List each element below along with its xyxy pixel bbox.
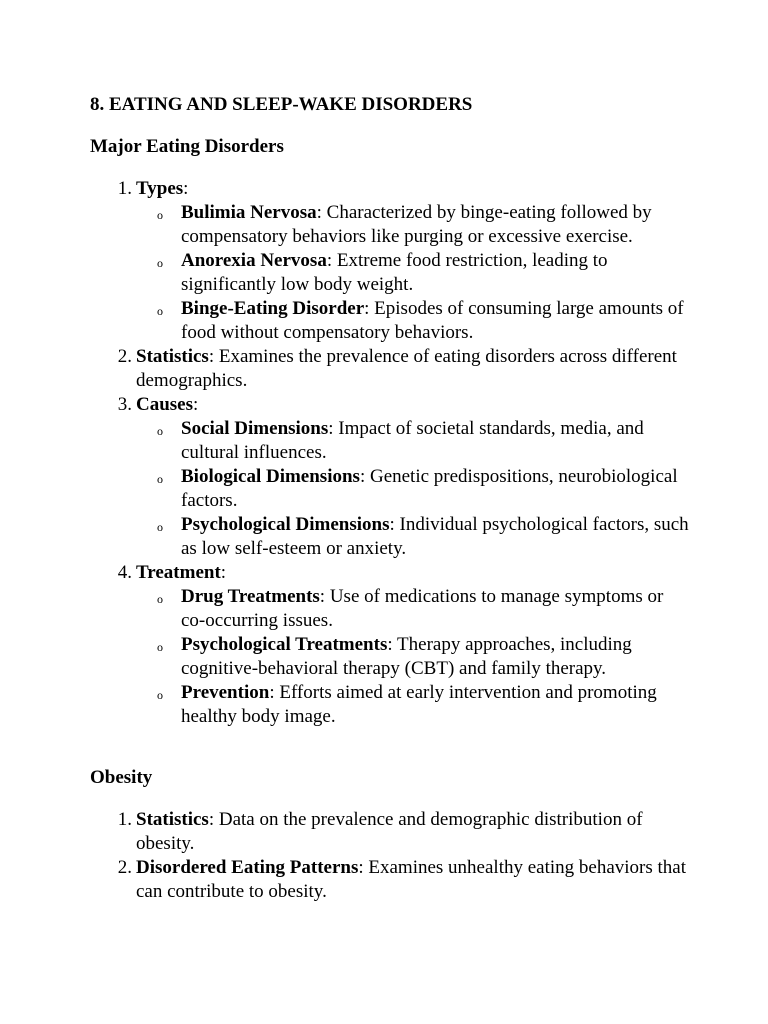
sublist-item-text: : Characterized by binge-eating followed by compensatory behaviors like purging or excessive exercise. bbox=[181, 202, 652, 247]
bullet-icon: o bbox=[157, 424, 163, 438]
sublist-item-term: Binge-Eating Disorder bbox=[181, 298, 365, 319]
sublist-item-text: : Individual psychological factors, such as low self-esteem or anxiety. bbox=[181, 514, 689, 559]
sublist-item-psychological-treatments bbox=[136, 633, 690, 681]
list-item-text: : bbox=[220, 562, 227, 583]
sublist-item-binge-eating-disorder bbox=[136, 297, 690, 345]
sublist-item-bulimia-nervosa bbox=[136, 201, 690, 249]
sublist-item-text: : Impact of societal standards, media, and cultural influences. bbox=[181, 418, 644, 463]
list-item-text: : bbox=[183, 178, 189, 199]
section-title-obesity: Obesity bbox=[90, 767, 153, 788]
bullet-icon: o bbox=[157, 640, 163, 654]
list-item-text: : Data on the prevalence and demographic distribution of obesity. bbox=[136, 809, 643, 854]
list-number: 2. bbox=[117, 346, 132, 367]
sublist-item-term: Bulimia Nervosa bbox=[181, 202, 317, 223]
sublist-item-text: : Therapy approaches, including cognitive-behavioral therapy (CBT) and family therapy. bbox=[181, 634, 632, 679]
list-number: 3. bbox=[117, 394, 132, 415]
list-item-obesity-statistics bbox=[90, 808, 690, 856]
bullet-icon: o bbox=[157, 208, 163, 222]
list-item-types bbox=[90, 177, 690, 345]
sublist-item-drug-treatments bbox=[136, 585, 690, 633]
list-item-term: Treatment bbox=[136, 562, 221, 583]
sublist-item-text: : Efforts aimed at early intervention and promoting healthy body image. bbox=[181, 682, 657, 727]
list-item-causes bbox=[90, 393, 690, 561]
list-item-text: : Examines the prevalence of eating disorders across different demographics. bbox=[136, 346, 677, 391]
sublist-item-term: Drug Treatments bbox=[181, 586, 320, 607]
list-item-text: : bbox=[193, 394, 199, 415]
bullet-icon: o bbox=[157, 472, 163, 486]
list-item-term: Statistics bbox=[136, 346, 209, 367]
types-sublist bbox=[136, 201, 690, 345]
treatment-sublist bbox=[136, 585, 690, 729]
chapter-title: 8. EATING AND SLEEP-WAKE DISORDERS bbox=[90, 94, 473, 115]
sublist-item-text: : Use of medications to manage symptoms or co-occurring issues. bbox=[181, 586, 664, 631]
list-item-statistics bbox=[90, 345, 690, 393]
sublist-item-term: Anorexia Nervosa bbox=[181, 250, 327, 271]
major-eating-disorders-list bbox=[90, 177, 690, 729]
bullet-icon: o bbox=[157, 688, 163, 702]
list-item-term: Disordered Eating Patterns bbox=[136, 857, 359, 878]
list-item-disordered-eating-patterns bbox=[90, 856, 690, 904]
list-item-treatment bbox=[90, 561, 690, 729]
list-number: 2. bbox=[117, 857, 132, 878]
bullet-icon: o bbox=[157, 256, 163, 270]
sublist-item-biological-dimensions bbox=[136, 465, 690, 513]
bullet-icon: o bbox=[157, 592, 163, 606]
list-number: 1. bbox=[117, 809, 132, 830]
sublist-item-term: Psychological Dimensions bbox=[181, 514, 390, 535]
list-item-term: Types bbox=[136, 178, 184, 199]
list-item-term: Causes bbox=[136, 394, 194, 415]
sublist-item-anorexia-nervosa bbox=[136, 249, 690, 297]
obesity-list bbox=[90, 808, 690, 904]
sublist-item-term: Psychological Treatments bbox=[181, 634, 388, 655]
sublist-item-term: Prevention bbox=[181, 682, 270, 703]
sublist-item-psychological-dimensions bbox=[136, 513, 690, 561]
sublist-item-text: : Extreme food restriction, leading to significantly low body weight. bbox=[181, 250, 608, 295]
list-item-term: Statistics bbox=[136, 809, 209, 830]
bullet-icon: o bbox=[157, 304, 163, 318]
sublist-item-term: Biological Dimensions bbox=[181, 466, 360, 487]
causes-sublist bbox=[136, 417, 690, 561]
list-number: 4. bbox=[117, 562, 132, 583]
sublist-item-term: Social Dimensions bbox=[181, 418, 329, 439]
sublist-item-text: : Episodes of consuming large amounts of food without compensatory behaviors. bbox=[181, 298, 684, 343]
sublist-item-text: : Genetic predispositions, neurobiological factors. bbox=[181, 466, 678, 511]
sublist-item-social-dimensions bbox=[136, 417, 690, 465]
sublist-item-prevention bbox=[136, 681, 690, 729]
list-number: 1. bbox=[117, 178, 132, 199]
section-title-major-eating-disorders: Major Eating Disorders bbox=[90, 136, 284, 157]
bullet-icon: o bbox=[157, 520, 163, 534]
list-item-text: : Examines unhealthy eating behaviors that can contribute to obesity. bbox=[136, 857, 687, 902]
